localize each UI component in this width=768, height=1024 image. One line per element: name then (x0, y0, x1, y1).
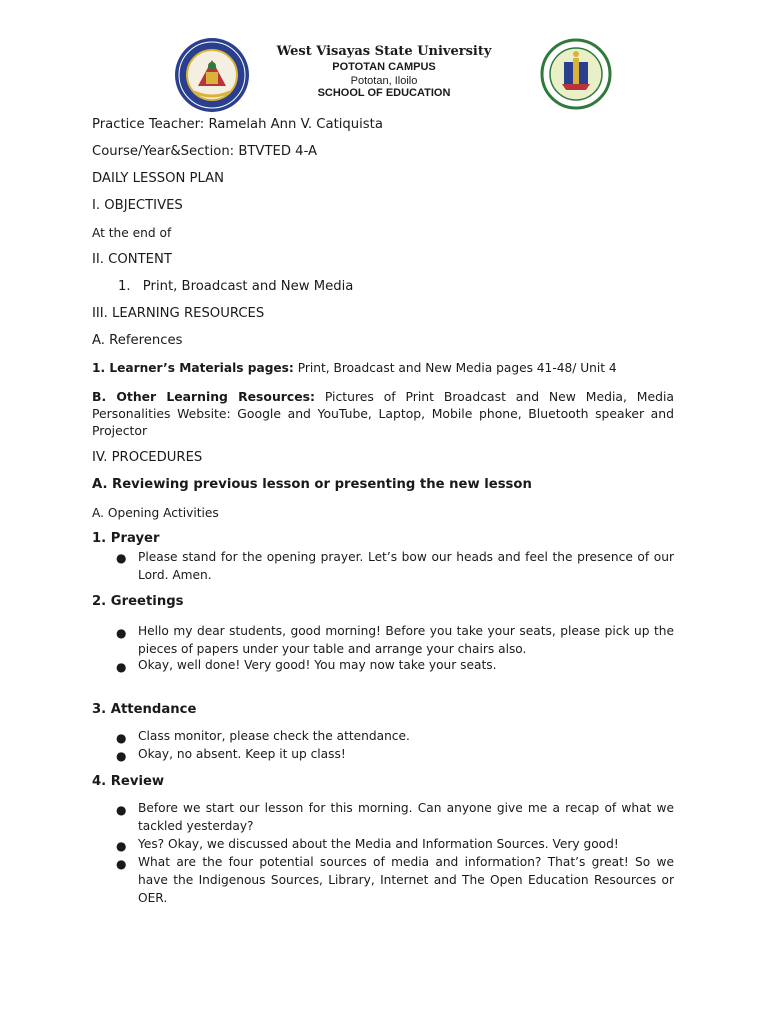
reviewing-lesson-heading: A. Reviewing previous lesson or presenting the new lesson (92, 477, 532, 492)
review-heading: 4. Review (92, 774, 165, 789)
references-heading: A. References (92, 333, 183, 348)
learners-materials-line (92, 360, 617, 376)
bullet-icon: ● (116, 626, 127, 640)
bullet-icon: ● (116, 731, 127, 745)
course-section-line (92, 144, 317, 160)
attendance-item-2: Okay, no absent. Keep it up class! (138, 747, 346, 761)
bullet-icon: ● (116, 857, 127, 871)
review-item-3: What are the four potential sources of media and information? That’s great! So we have the Indigenous Sources, Library, Internet and The Open Education Resources or OER. (138, 855, 674, 905)
prayer-item: Please stand for the opening prayer. Let’s bow our heads and feel the presence of our Lord. Amen. (138, 550, 674, 582)
practice-teacher-line (92, 117, 383, 133)
course-section-value: BTVTED 4-A (238, 144, 318, 159)
greetings-heading: 2. Greetings (92, 594, 184, 609)
objectives-text: At the end of (92, 226, 172, 240)
bullet-icon: ● (116, 839, 127, 853)
content-item-number: 1. (118, 279, 131, 294)
campus-name: POTOTAN CAMPUS (332, 61, 436, 73)
greetings-item-1: Hello my dear students, good morning! Before you take your seats, please pick up the pieces of papers under your table and arrange your chairs also. (138, 624, 674, 656)
other-resources-label: B. Other Learning Resources: (92, 389, 315, 404)
practice-teacher-name: Ramelah Ann V. Catiquista (208, 117, 383, 132)
bullet-icon: ● (116, 803, 127, 817)
prayer-heading: 1. Prayer (92, 531, 160, 546)
learners-materials-label: 1. Learner’s Materials pages: (92, 361, 294, 375)
learning-resources-heading: III. LEARNING RESOURCES (92, 306, 265, 321)
bullet-icon: ● (116, 749, 127, 763)
university-name: West Visayas State University (276, 44, 492, 59)
plan-title: DAILY LESSON PLAN (92, 171, 225, 186)
content-item (118, 279, 353, 295)
learners-materials-text: Print, Broadcast and New Media pages 41-48/ Unit 4 (297, 361, 617, 375)
review-item-2: Yes? Okay, we discussed about the Media and Information Sources. Very good! (138, 837, 619, 851)
campus-address: Pototan, Iloilo (350, 75, 418, 87)
other-resources-text: Pictures of Print Broadcast and New Media, Media Personalities Website: Google and YouTube, Laptop, Mobile phone, Bluetooth speaker and Projector (92, 389, 674, 438)
other-resources-paragraph (92, 388, 674, 439)
practice-teacher-label: Practice Teacher: (92, 117, 205, 132)
objectives-heading: I. OBJECTIVES (92, 198, 183, 213)
attendance-item-1: Class monitor, please check the attendance. (138, 729, 410, 743)
course-section-label: Course/Year&Section: (92, 144, 235, 159)
school-name: SCHOOL OF EDUCATION (317, 87, 451, 99)
content-item-text: Print, Broadcast and New Media (142, 279, 354, 294)
attendance-heading: 3. Attendance (92, 702, 197, 717)
review-item-1: Before we start our lesson for this morning. Can anyone give me a recap of what we tackled yesterday? (138, 801, 674, 833)
procedures-heading: IV. PROCEDURES (92, 450, 203, 465)
bullet-icon: ● (116, 551, 127, 565)
opening-activities-label: A. Opening Activities (92, 506, 219, 520)
content-heading: II. CONTENT (92, 252, 172, 267)
greetings-item-2: Okay, well done! Very good! You may now take your seats. (138, 658, 497, 672)
bullet-icon: ● (116, 660, 127, 674)
